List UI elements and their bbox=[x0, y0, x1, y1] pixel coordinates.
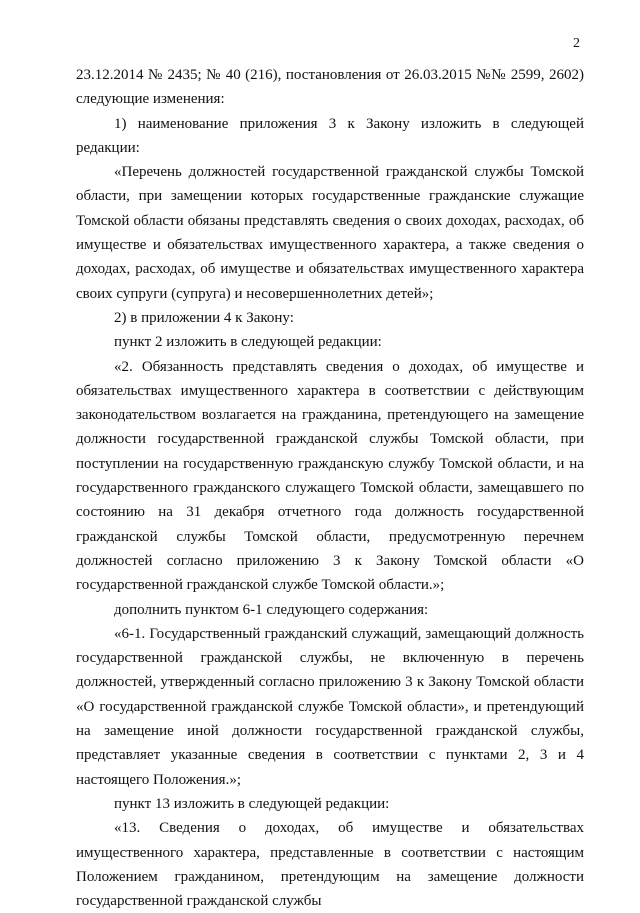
paragraph-point-6-1-intro: дополнить пунктом 6-1 следующего содержания: bbox=[114, 601, 429, 618]
paragraph-quoted-title: «Перечень должностей государственной гражданской службы Томской области, при замещении которых государственные гражданские служащие Томской области обязаны представлять сведения о своих доходах, расходах, об имуществе и обязательствах имущественного характера, а также сведения о доходах, расходах, об имуществе и обязательствах имущественного характера своих супруги (супруга) и несовершеннолетних детей»; bbox=[76, 164, 584, 302]
paragraph-point-13-text: «13. Сведения о доходах, об имуществе и обязательствах имущественного характера, представленные в соответствии с настоящим Положением гражданином, претендующим на замещение должности государственной гражданской службы bbox=[76, 820, 584, 910]
paragraph-continuation: 23.12.2014 № 2435; № 40 (216), постановления от 26.03.2015 №№ 2599, 2602) следующие изменения: bbox=[76, 67, 584, 108]
paragraph-point-2-text: «2. Обязанность представлять сведения о доходах, об имуществе и обязательствах имущественного характера в соответствии с действующим законодательством возлагается на гражданина, претендующего на замещение должности государственной гражданской службы Томской области, при поступлении на государственную гражданскую службу Томской области, и на государственного гражданского служащего Томской области, замещавшего по состоянию на 31 декабря отчетного года должность государственной гражданской службы Томской области, предусмотренную перечнем должностей согласно приложению 3 к Закону Томской области «О государственной гражданской службе Томской области.»; bbox=[76, 358, 584, 594]
paragraph-item-2: 2) в приложении 4 к Закону: bbox=[114, 309, 294, 326]
paragraph-point-13-intro: пункт 13 изложить в следующей редакции: bbox=[114, 795, 390, 812]
paragraph-point-6-1-text: «6-1. Государственный гражданский служащий, замещающий должность государственной гражданской службы, не включенную в перечень должностей, утвержденный согласно приложению 3 к Закону Томской области «О государственной гражданской службе Томской области», и претендующий на замещение иной должности государственной гражданской службы, представляет указанные сведения в соответствии с пунктами 2, 3 и 4 настоящего Положения.»; bbox=[76, 625, 584, 788]
paragraph-item-1: 1) наименование приложения 3 к Закону изложить в следующей редакции: bbox=[76, 115, 584, 156]
paragraph-point-2-intro: пункт 2 изложить в следующей редакции: bbox=[114, 334, 382, 351]
document-body bbox=[76, 63, 584, 913]
page-number: 2 bbox=[573, 36, 580, 51]
